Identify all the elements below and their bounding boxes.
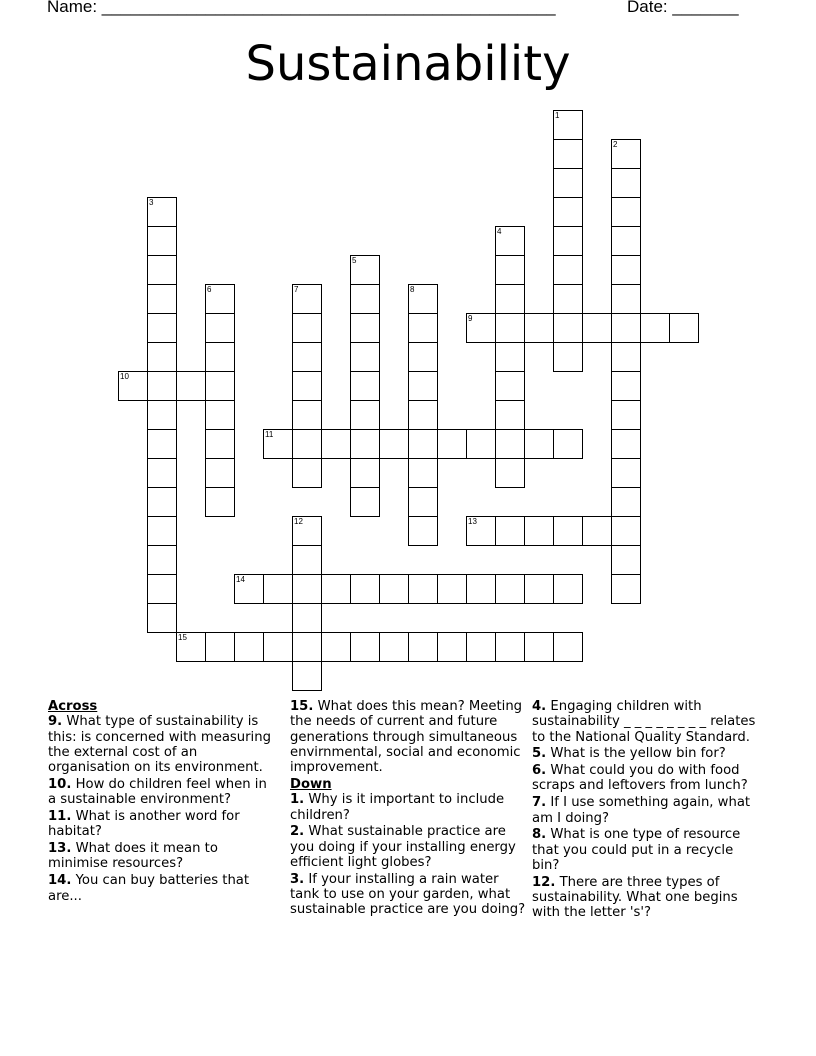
clue-across-14: [48, 873, 276, 904]
crossword-cell[interactable]: [524, 632, 554, 662]
crossword-cell[interactable]: [495, 429, 525, 459]
crossword-cell[interactable]: [553, 284, 583, 314]
crossword-cell[interactable]: [292, 342, 322, 372]
crossword-cell[interactable]: [524, 313, 554, 343]
across-heading: Across: [48, 699, 98, 714]
clue-text: What is the yellow bin for?: [550, 746, 726, 762]
cell-number: 9: [468, 314, 473, 323]
crossword-cell[interactable]: [437, 429, 467, 459]
crossword-cell[interactable]: [379, 632, 409, 662]
crossword-cell[interactable]: [205, 458, 235, 488]
crossword-cell[interactable]: [292, 516, 322, 546]
clue-text: What is another word for habitat?: [48, 809, 240, 840]
clue-text: What is one type of resource that you could put in a recycle bin?: [532, 827, 741, 873]
crossword-cell[interactable]: [292, 400, 322, 430]
crossword-cell[interactable]: [118, 371, 148, 401]
crossword-cell[interactable]: [611, 284, 641, 314]
cell-number: 14: [236, 575, 245, 584]
crossword-cell[interactable]: [350, 574, 380, 604]
crossword-cell[interactable]: [611, 197, 641, 227]
cell-number: 7: [294, 285, 299, 294]
cell-number: 13: [468, 517, 477, 526]
clue-down-7: [532, 795, 762, 826]
clue-number: 13.: [48, 841, 72, 857]
clue-text: What does this mean? Meeting the needs of current and future generations through simultaneous envirnmental, social and economic improvement.: [290, 699, 523, 776]
crossword-cell[interactable]: [611, 487, 641, 517]
clue-across-13: [48, 841, 276, 872]
crossword-cell[interactable]: [147, 487, 177, 517]
crossword-cell[interactable]: [147, 197, 177, 227]
clue-down-8: [532, 827, 762, 873]
crossword-cell[interactable]: [408, 400, 438, 430]
crossword-cell[interactable]: [350, 487, 380, 517]
crossword-cell[interactable]: [408, 342, 438, 372]
crossword-cell[interactable]: [611, 516, 641, 546]
cell-number: 12: [294, 517, 303, 526]
crossword-cell[interactable]: [147, 226, 177, 256]
clue-number: 14.: [48, 873, 72, 889]
clue-number: 8.: [532, 827, 547, 843]
crossword-cell[interactable]: [292, 661, 322, 691]
clue-number: 2.: [290, 824, 305, 840]
clue-text: If I use something again, what am I doing?: [532, 795, 751, 826]
clues-column-2: [290, 699, 526, 919]
crossword-cell[interactable]: [205, 284, 235, 314]
crossword-cell[interactable]: [408, 313, 438, 343]
crossword-cell[interactable]: [205, 632, 235, 662]
crossword-cell[interactable]: [147, 429, 177, 459]
clue-text: What could you do with food scraps and leftovers from lunch?: [532, 763, 748, 794]
crossword-cell[interactable]: [495, 342, 525, 372]
crossword-cell[interactable]: [350, 429, 380, 459]
crossword-cell[interactable]: [263, 429, 293, 459]
clue-down-2: [290, 824, 526, 870]
crossword-cell[interactable]: [205, 487, 235, 517]
crossword-cell[interactable]: [379, 574, 409, 604]
clue-across-15: [290, 699, 526, 775]
crossword-cell[interactable]: [466, 429, 496, 459]
crossword-cell[interactable]: [205, 342, 235, 372]
cell-number: 10: [120, 372, 129, 381]
cell-number: 5: [352, 256, 357, 265]
crossword-cell[interactable]: [350, 632, 380, 662]
crossword-cell[interactable]: [147, 458, 177, 488]
crossword-cell[interactable]: [234, 574, 264, 604]
crossword-cell[interactable]: [495, 226, 525, 256]
crossword-cell[interactable]: [553, 574, 583, 604]
crossword-cell[interactable]: [553, 139, 583, 169]
crossword-cell[interactable]: [147, 400, 177, 430]
clues-column-3: [532, 699, 762, 922]
clue-down-12: [532, 875, 762, 921]
crossword-cell[interactable]: [176, 632, 206, 662]
crossword-cell[interactable]: [350, 284, 380, 314]
crossword-cell[interactable]: [495, 632, 525, 662]
clue-number: 5.: [532, 746, 547, 762]
crossword-cell[interactable]: [350, 313, 380, 343]
crossword-cell[interactable]: [524, 516, 554, 546]
down-heading: Down: [290, 776, 332, 792]
crossword-cell[interactable]: [611, 574, 641, 604]
crossword-cell[interactable]: [321, 429, 351, 459]
cell-number: 15: [178, 633, 187, 642]
crossword-cell[interactable]: [147, 574, 177, 604]
crossword-cell[interactable]: [553, 197, 583, 227]
crossword-cell[interactable]: [292, 458, 322, 488]
crossword-cell[interactable]: [582, 516, 612, 546]
clues-column-1: [48, 699, 276, 905]
crossword-cell[interactable]: [292, 545, 322, 575]
crossword-cell[interactable]: [611, 255, 641, 285]
crossword-cell[interactable]: [611, 139, 641, 169]
crossword-cell[interactable]: [495, 458, 525, 488]
crossword-cell[interactable]: [611, 168, 641, 198]
crossword-cell[interactable]: [205, 429, 235, 459]
clue-number: 12.: [532, 874, 556, 890]
cell-number: 3: [149, 198, 154, 207]
crossword-cell[interactable]: [611, 313, 641, 343]
clue-number: 9.: [48, 714, 63, 730]
crossword-cell[interactable]: [611, 371, 641, 401]
cell-number: 11: [265, 430, 274, 439]
crossword-cell[interactable]: [147, 603, 177, 633]
cell-number: 6: [207, 285, 212, 294]
crossword-cell[interactable]: [495, 313, 525, 343]
crossword-cell[interactable]: [350, 255, 380, 285]
crossword-cell[interactable]: [408, 429, 438, 459]
clue-text: What sustainable practice are you doing if your installing energy efficient light globes?: [290, 824, 516, 870]
crossword-cell[interactable]: [553, 255, 583, 285]
clue-number: 11.: [48, 809, 72, 825]
crossword-cell[interactable]: [408, 487, 438, 517]
crossword-cell[interactable]: [553, 342, 583, 372]
crossword-cell[interactable]: [669, 313, 699, 343]
crossword-cell[interactable]: [408, 632, 438, 662]
clue-down-6: [532, 763, 762, 794]
crossword-cell[interactable]: [524, 574, 554, 604]
clue-text: What does it mean to minimise resources?: [48, 841, 218, 872]
crossword-cell[interactable]: [495, 371, 525, 401]
crossword-cell[interactable]: [553, 110, 583, 140]
crossword-cell[interactable]: [553, 313, 583, 343]
clue-text: What type of sustainability is this: is concerned with measuring the external cost of an organisation on its environment.: [48, 714, 271, 776]
crossword-cell[interactable]: [321, 632, 351, 662]
crossword-cell[interactable]: [466, 574, 496, 604]
crossword-cell[interactable]: [292, 313, 322, 343]
crossword-cell[interactable]: [408, 371, 438, 401]
crossword-cell[interactable]: [379, 429, 409, 459]
cell-number: 2: [613, 140, 618, 149]
crossword-cell[interactable]: [292, 574, 322, 604]
clue-across-10: [48, 777, 276, 808]
clue-text: You can buy batteries that are...: [48, 873, 250, 904]
crossword-cell[interactable]: [495, 574, 525, 604]
clue-down-3: [290, 872, 526, 918]
crossword-cell[interactable]: [611, 458, 641, 488]
crossword-cell[interactable]: [263, 574, 293, 604]
clue-across-9: [48, 714, 276, 775]
crossword-cell[interactable]: [408, 458, 438, 488]
crossword-cell[interactable]: [611, 429, 641, 459]
crossword-cell[interactable]: [234, 632, 264, 662]
crossword-cell[interactable]: [176, 371, 206, 401]
clue-down-1: [290, 792, 526, 823]
crossword-cell[interactable]: [292, 632, 322, 662]
crossword-cell[interactable]: [147, 516, 177, 546]
clue-number: 1.: [290, 792, 305, 808]
crossword-cell[interactable]: [147, 371, 177, 401]
clue-number: 4.: [532, 699, 547, 714]
clue-text: Why is it important to include children?: [290, 792, 505, 823]
crossword-cell[interactable]: [553, 226, 583, 256]
clue-number: 3.: [290, 871, 305, 887]
clue-number: 7.: [532, 795, 547, 811]
crossword-cell[interactable]: [147, 545, 177, 575]
name-field-label: Name: ________________________________________________: [47, 0, 556, 16]
crossword-cell[interactable]: [147, 342, 177, 372]
crossword-cell[interactable]: [350, 371, 380, 401]
clue-text: How do children feel when in a sustainable environment?: [48, 776, 267, 808]
crossword-cell[interactable]: [640, 313, 670, 343]
crossword-cell[interactable]: [147, 284, 177, 314]
crossword-cell[interactable]: [582, 313, 612, 343]
date-field-label: Date: _______: [627, 0, 739, 16]
crossword-cell[interactable]: [408, 516, 438, 546]
clue-number: 10.: [48, 776, 72, 792]
crossword-cell[interactable]: [466, 313, 496, 343]
crossword-cell[interactable]: [205, 400, 235, 430]
crossword-cell[interactable]: [611, 226, 641, 256]
crossword-cell[interactable]: [553, 429, 583, 459]
crossword-cell[interactable]: [495, 400, 525, 430]
crossword-cell[interactable]: [292, 603, 322, 633]
clue-text: If your installing a rain water tank to use on your garden, what sustainable practice are you doing?: [290, 871, 526, 918]
crossword-cell[interactable]: [611, 342, 641, 372]
crossword-cell[interactable]: [205, 371, 235, 401]
crossword-cell[interactable]: [321, 574, 351, 604]
crossword-cell[interactable]: [408, 574, 438, 604]
clue-across-11: [48, 809, 276, 840]
crossword-cell[interactable]: [611, 400, 641, 430]
crossword-cell[interactable]: [408, 284, 438, 314]
crossword-cell[interactable]: [553, 516, 583, 546]
crossword-cell[interactable]: [466, 632, 496, 662]
crossword-cell[interactable]: [611, 545, 641, 575]
crossword-cell[interactable]: [263, 632, 293, 662]
clue-down-5: [532, 746, 762, 761]
cell-number: 1: [555, 111, 560, 120]
crossword-cell[interactable]: [292, 429, 322, 459]
clue-number: 15.: [290, 699, 314, 714]
crossword-cell[interactable]: [292, 284, 322, 314]
crossword-cell[interactable]: [350, 458, 380, 488]
crossword-cell[interactable]: [495, 284, 525, 314]
crossword-cell[interactable]: [437, 574, 467, 604]
crossword-cell[interactable]: [292, 371, 322, 401]
crossword-cell[interactable]: [524, 429, 554, 459]
crossword-cell[interactable]: [437, 632, 467, 662]
page-title: Sustainability: [245, 36, 571, 92]
crossword-cell[interactable]: [350, 400, 380, 430]
crossword-cell[interactable]: [553, 168, 583, 198]
crossword-cell[interactable]: [553, 632, 583, 662]
clue-text: There are three types of sustainability. What one begins with the letter 's'?: [532, 874, 738, 921]
crossword-cell[interactable]: [350, 342, 380, 372]
cell-number: 8: [410, 285, 415, 294]
clue-number: 6.: [532, 763, 547, 779]
crossword-cell[interactable]: [147, 255, 177, 285]
clue-down-4: [532, 699, 762, 745]
clue-text: Engaging children with sustainability _ _ _ _ _ _ _ _ relates to the National Quality Standard.: [532, 699, 756, 745]
crossword-cell[interactable]: [466, 516, 496, 546]
cell-number: 4: [497, 227, 502, 236]
crossword-cell[interactable]: [495, 516, 525, 546]
crossword-cell[interactable]: [147, 313, 177, 343]
crossword-cell[interactable]: [495, 255, 525, 285]
crossword-cell[interactable]: [205, 313, 235, 343]
